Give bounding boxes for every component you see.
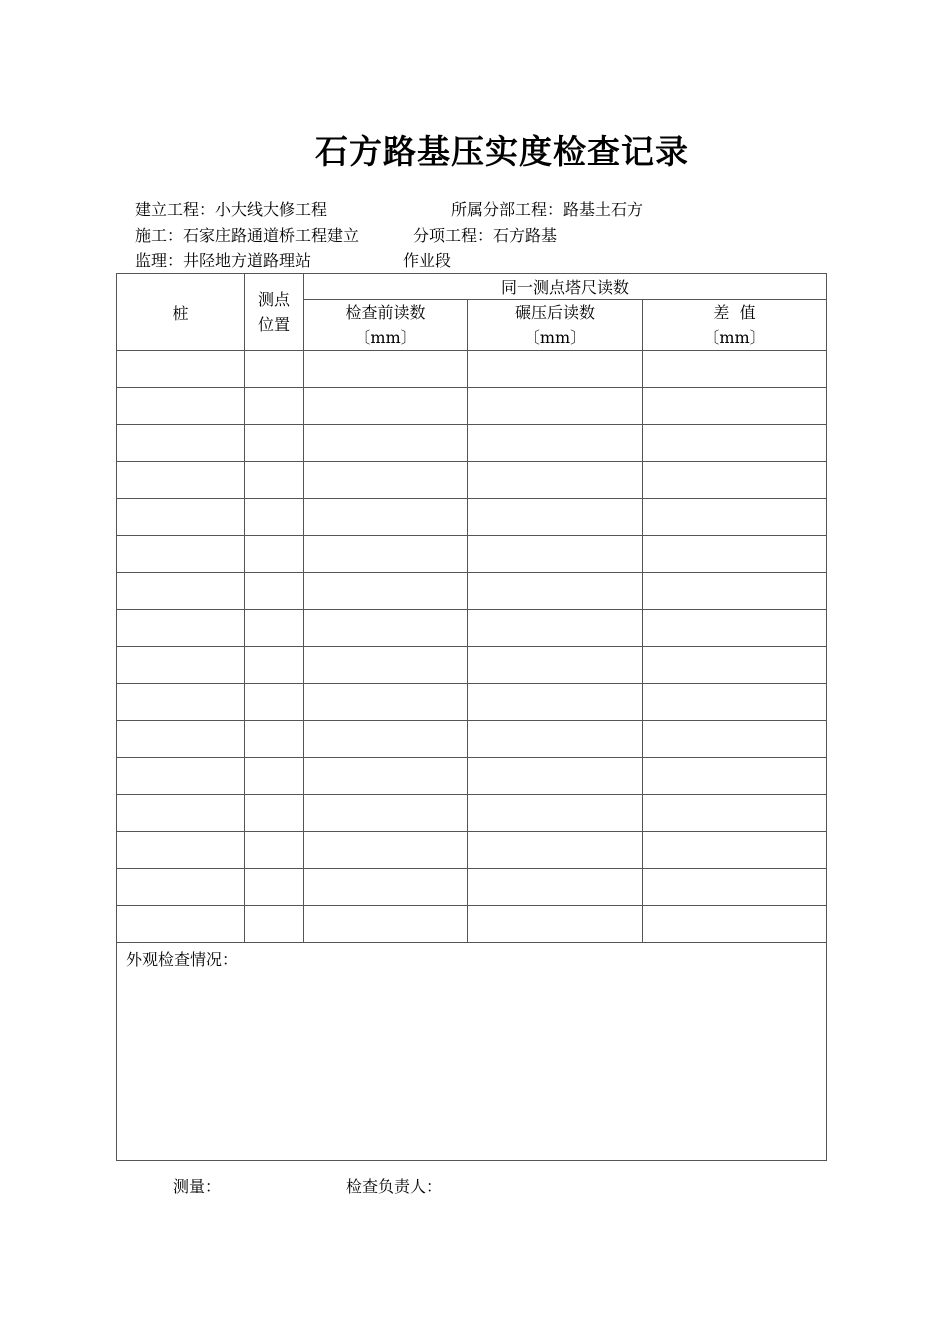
table-row — [117, 721, 827, 758]
cell-point-position[interactable] — [245, 721, 304, 758]
cell-stake[interactable] — [117, 610, 245, 647]
table-row — [117, 795, 827, 832]
cell-after-reading[interactable] — [468, 721, 643, 758]
record-table — [116, 273, 827, 1161]
remarks-row — [117, 943, 827, 1161]
cell-point-position[interactable] — [245, 388, 304, 425]
cell-after-reading[interactable] — [468, 869, 643, 906]
cell-difference[interactable] — [643, 499, 827, 536]
cell-difference[interactable] — [643, 721, 827, 758]
cell-before-reading[interactable] — [304, 906, 468, 943]
header-stake: 桩 — [117, 274, 245, 351]
cell-before-reading[interactable] — [304, 758, 468, 795]
cell-before-reading[interactable] — [304, 351, 468, 388]
cell-stake[interactable] — [117, 573, 245, 610]
info-line-3 — [135, 250, 451, 272]
project-name: 建立工程：小大线大修工程 — [135, 200, 328, 219]
header-after-label: 碾压后读数 — [514, 303, 595, 322]
cell-after-reading[interactable] — [468, 758, 643, 795]
cell-after-reading[interactable] — [468, 499, 643, 536]
cell-stake[interactable] — [117, 351, 245, 388]
header-difference — [643, 300, 827, 351]
cell-after-reading[interactable] — [468, 573, 643, 610]
cell-after-reading[interactable] — [468, 425, 643, 462]
header-point-line2: 位置 — [257, 315, 290, 334]
table-row — [117, 647, 827, 684]
cell-before-reading[interactable] — [304, 721, 468, 758]
cell-after-reading[interactable] — [468, 536, 643, 573]
cell-difference[interactable] — [643, 388, 827, 425]
cell-point-position[interactable] — [245, 573, 304, 610]
cell-point-position[interactable] — [245, 425, 304, 462]
cell-after-reading[interactable] — [468, 795, 643, 832]
remarks-cell[interactable] — [117, 943, 827, 1161]
cell-before-reading[interactable] — [304, 647, 468, 684]
cell-difference[interactable] — [643, 832, 827, 869]
cell-before-reading[interactable] — [304, 869, 468, 906]
header-point-line1: 测点 — [257, 290, 290, 309]
cell-stake[interactable] — [117, 684, 245, 721]
cell-before-reading[interactable] — [304, 832, 468, 869]
division-project: 所属分部工程：路基土石方 — [451, 200, 644, 219]
header-diff-unit: 〔mm〕 — [703, 328, 766, 347]
cell-before-reading[interactable] — [304, 462, 468, 499]
cell-stake[interactable] — [117, 832, 245, 869]
cell-point-position[interactable] — [245, 610, 304, 647]
header-before-label: 检查前读数 — [345, 303, 426, 322]
header-point-position — [245, 274, 304, 351]
cell-stake[interactable] — [117, 647, 245, 684]
table-row — [117, 499, 827, 536]
cell-difference[interactable] — [643, 758, 827, 795]
cell-after-reading[interactable] — [468, 684, 643, 721]
cell-after-reading[interactable] — [468, 388, 643, 425]
cell-stake[interactable] — [117, 499, 245, 536]
table-row — [117, 610, 827, 647]
cell-after-reading[interactable] — [468, 351, 643, 388]
cell-point-position[interactable] — [245, 684, 304, 721]
sub-item-project: 分项工程：石方路基 — [413, 226, 558, 245]
cell-before-reading[interactable] — [304, 425, 468, 462]
header-staff-readings: 同一测点塔尺读数 — [304, 274, 827, 300]
supervisor: 监理：井陉地方道路理站 — [135, 251, 312, 270]
table-row — [117, 832, 827, 869]
cell-difference[interactable] — [643, 425, 827, 462]
cell-point-position[interactable] — [245, 758, 304, 795]
cell-stake[interactable] — [117, 869, 245, 906]
cell-before-reading[interactable] — [304, 684, 468, 721]
table-row — [117, 758, 827, 795]
cell-after-reading[interactable] — [468, 610, 643, 647]
cell-stake[interactable] — [117, 906, 245, 943]
cell-difference[interactable] — [643, 573, 827, 610]
cell-before-reading[interactable] — [304, 795, 468, 832]
table-row — [117, 351, 827, 388]
cell-difference[interactable] — [643, 536, 827, 573]
cell-point-position[interactable] — [245, 351, 304, 388]
cell-before-reading[interactable] — [304, 610, 468, 647]
table-row — [117, 684, 827, 721]
cell-difference[interactable] — [643, 647, 827, 684]
cell-stake[interactable] — [117, 388, 245, 425]
measure-label: 测量： — [173, 1177, 222, 1196]
table-row — [117, 536, 827, 573]
header-diff-label: 差 值 — [713, 303, 756, 322]
cell-before-reading[interactable] — [304, 499, 468, 536]
cell-stake[interactable] — [117, 795, 245, 832]
table-row — [117, 388, 827, 425]
cell-difference[interactable] — [643, 684, 827, 721]
cell-point-position[interactable] — [245, 462, 304, 499]
table-row — [117, 869, 827, 906]
table-row — [117, 462, 827, 499]
table-header-row-1 — [117, 274, 827, 300]
cell-point-position[interactable] — [245, 832, 304, 869]
cell-difference[interactable] — [643, 795, 827, 832]
info-line-2 — [135, 225, 557, 247]
table-row — [117, 573, 827, 610]
cell-after-reading[interactable] — [468, 462, 643, 499]
cell-stake[interactable] — [117, 425, 245, 462]
header-before-reading — [304, 300, 468, 351]
cell-after-reading[interactable] — [468, 832, 643, 869]
cell-stake[interactable] — [117, 758, 245, 795]
cell-before-reading[interactable] — [304, 536, 468, 573]
cell-difference[interactable] — [643, 351, 827, 388]
cell-after-reading[interactable] — [468, 647, 643, 684]
cell-point-position[interactable] — [245, 795, 304, 832]
inspector-label: 检查负责人： — [346, 1177, 443, 1196]
cell-before-reading[interactable] — [304, 573, 468, 610]
cell-point-position[interactable] — [245, 647, 304, 684]
cell-difference[interactable] — [643, 906, 827, 943]
header-after-unit: 〔mm〕 — [523, 328, 587, 347]
cell-point-position[interactable] — [245, 536, 304, 573]
cell-point-position[interactable] — [245, 869, 304, 906]
cell-difference[interactable] — [643, 462, 827, 499]
info-line-1 — [135, 199, 643, 221]
contractor: 施工：石家庄路通道桥工程建立 — [135, 226, 360, 245]
remarks-label: 外观检查情况： — [126, 950, 239, 969]
table-row — [117, 425, 827, 462]
cell-difference[interactable] — [643, 869, 827, 906]
cell-stake[interactable] — [117, 721, 245, 758]
cell-before-reading[interactable] — [304, 388, 468, 425]
header-before-unit: 〔mm〕 — [354, 328, 417, 347]
cell-stake[interactable] — [117, 536, 245, 573]
cell-difference[interactable] — [643, 610, 827, 647]
document-title: 石方路基压实度检查记录 — [315, 132, 689, 171]
cell-after-reading[interactable] — [468, 906, 643, 943]
table-body — [117, 351, 827, 943]
cell-point-position[interactable] — [245, 906, 304, 943]
table-row — [117, 906, 827, 943]
cell-stake[interactable] — [117, 462, 245, 499]
work-section: 作业段 — [403, 251, 452, 270]
cell-point-position[interactable] — [245, 499, 304, 536]
header-after-reading — [468, 300, 643, 351]
